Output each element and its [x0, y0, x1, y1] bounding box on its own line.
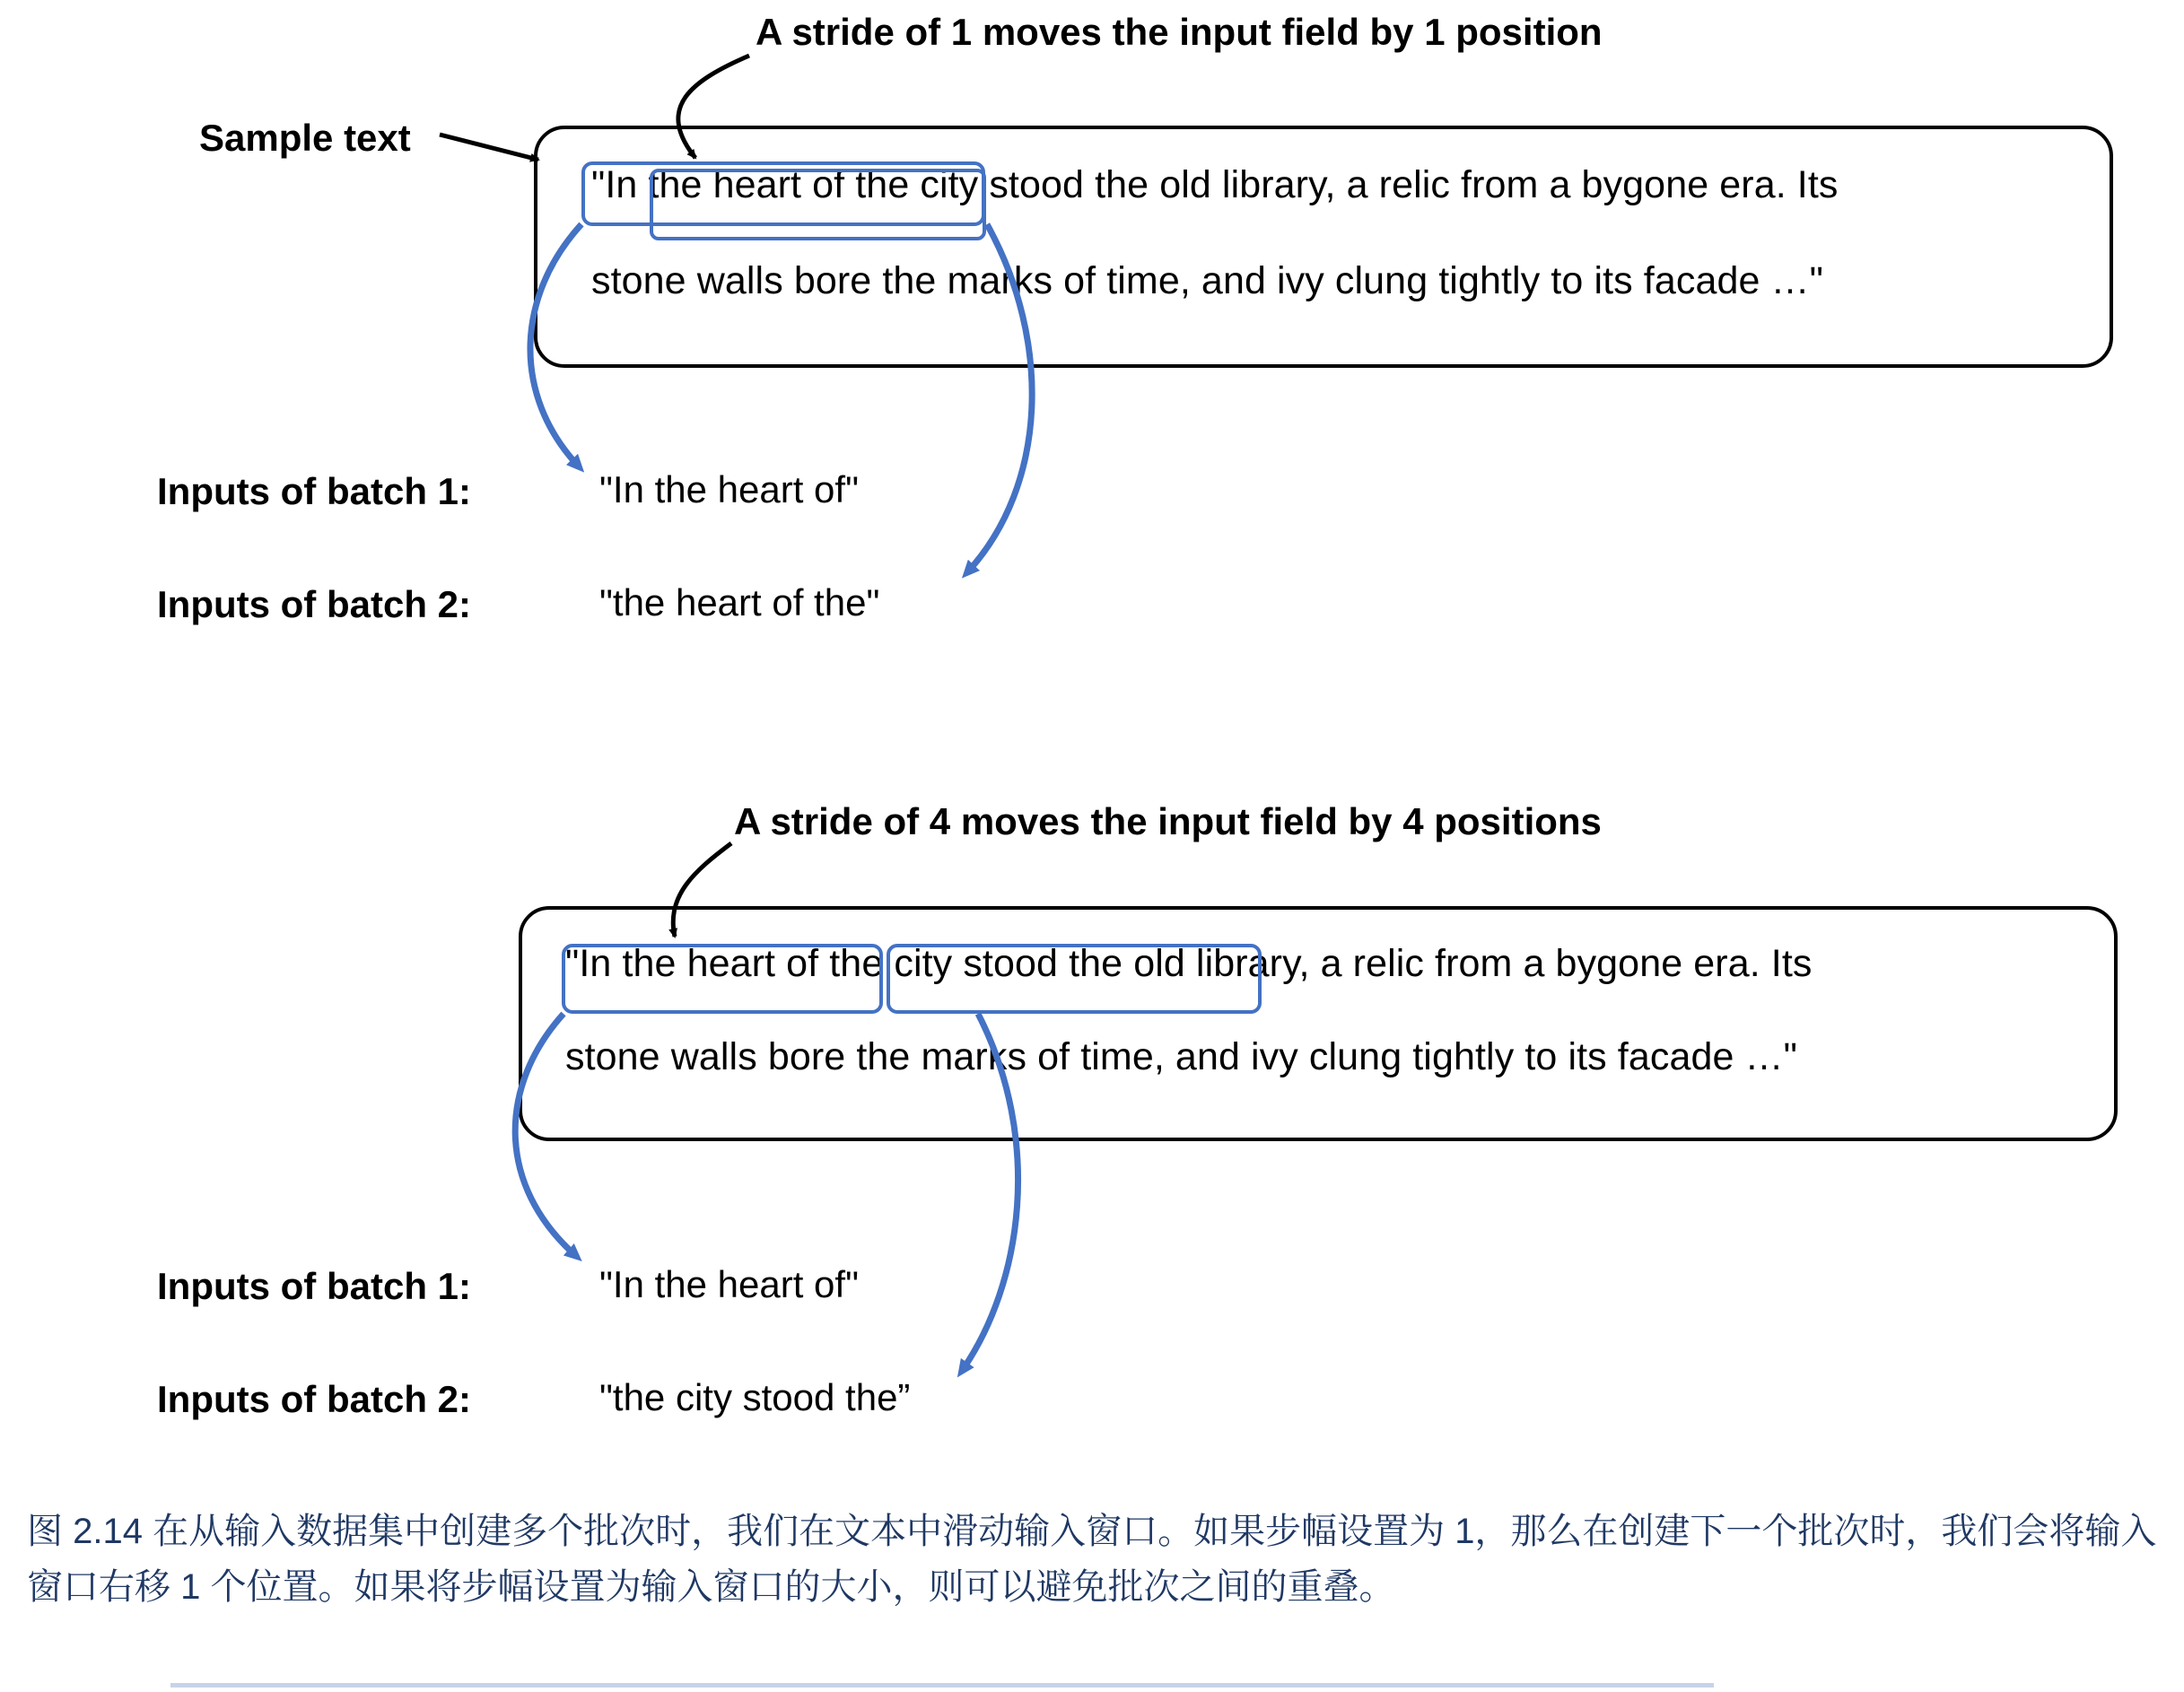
batch-1-value-stride-4: "In the heart of": [599, 1263, 859, 1305]
batch-1-label-stride-1: Inputs of batch 1:: [157, 470, 471, 512]
sample-text-line-1: "In the heart of the city stood the old library, a relic from a bygone era. Its: [565, 942, 1813, 985]
batch-1-label-stride-4: Inputs of batch 1:: [157, 1265, 471, 1307]
bottom-divider: [170, 1683, 1714, 1688]
sample-text-arrow: [440, 135, 538, 160]
batch-2-value-stride-1: "the heart of the": [599, 581, 880, 624]
sample-text-panel-stride-4: [519, 906, 2118, 1141]
sample-text-line-2: stone walls bore the marks of time, and ivy clung tightly to its facade …": [591, 259, 1824, 302]
stride-4-heading: A stride of 4 moves the input field by 4 positions: [734, 800, 1602, 842]
batch-1-value-stride-1: "In the heart of": [599, 468, 859, 510]
input-window-2-stride-4: [887, 944, 1262, 1014]
figure-caption: 图 2.14 在从输入数据集中创建多个批次时，我们在文本中滑动输入窗口。如果步幅设置为 1，那么在创建下一个批次时，我们会将输入窗口右移 1 个位置。如果将步幅设置为输入窗口的大小，则可以避免批次之间的重叠。: [27, 1512, 2157, 1607]
batch-2-value-stride-4: "the city stood the”: [599, 1376, 911, 1418]
batch-2-label-stride-4: Inputs of batch 2:: [157, 1378, 471, 1420]
sample-text-line-1: "In the heart of the city stood the old library, a relic from a bygone era. Its: [591, 163, 1839, 206]
sample-text-line-2: stone walls bore the marks of time, and ivy clung tightly to its facade …": [565, 1035, 1798, 1078]
input-window-1-stride-4: [562, 944, 883, 1014]
sample-text-label: Sample text: [199, 117, 411, 159]
stride-1-heading: A stride of 1 moves the input field by 1 position: [756, 11, 1603, 53]
input-window-2-stride-1: [650, 169, 986, 240]
batch-2-label-stride-1: Inputs of batch 2:: [157, 583, 471, 625]
